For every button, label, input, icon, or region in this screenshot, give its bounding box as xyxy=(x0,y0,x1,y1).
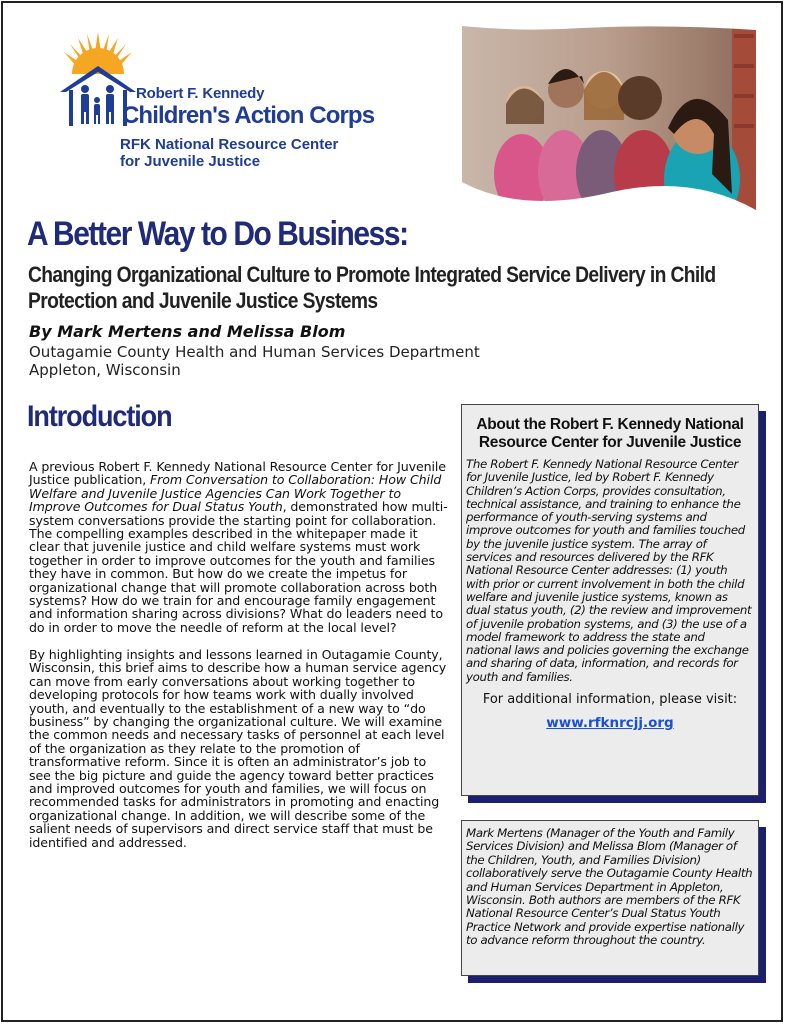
introduction-body xyxy=(29,460,449,863)
logo-line-3b: for Juvenile Justice xyxy=(120,153,261,170)
intro-p1-end: , demonstrated how multi-system conversations provide the starting point for collaboration. The compelling examples described in the whitepaper made it clear that juvenile justice and child welfare systems must work together in order to improve outcomes for the youth and families they have in common. But how do we create the impetus for organizational change that will promote collaboration across both systems? How do we train for and encourage family engagement and information sharing across divisions? What do leaders need to do in order to move the needle of reform at the local level? xyxy=(29,499,448,635)
about-box-body: The Robert F. Kennedy National Resource Center for Juvenile Justice, led by Robert F. Kennedy Children’s Action Corps, provides consultation, technical assistance, and training to enhance the performance of youth-serving systems and improve outcomes for youth and families touched by the juvenile justice system. The array of services and resources delivered by the RFK National Resource Center addresses: (1) youth with prior or current involvement in both the child welfare and juvenile justice systems, known as dual status youth, (2) the review and improvement of juvenile probation systems, and (3) the use of a model framework to address the state and national laws and policies governing the exchange and sharing of data, information, and records for youth and families. xyxy=(466,457,752,684)
authors-line: By Mark Mertens and Melissa Blom xyxy=(29,322,346,341)
intro-paragraph-2: By highlighting insights and lessons learned in Outagamie County, Wisconsin, this brief aims to describe how a human service agency can move from early conversations about working together to developing protocols for how teams work with dually involved youth, and eventually to the establishment of a new way to “do business” by changing the organizational culture. We will examine the common needs and necessary tasks of personnel at each level of the organization as they relate to the promotion of transformative reform. Since it is often an administrator’s job to see the big picture and guide the agency toward better practices and improved outcomes for youth and families, we will focus on recommended tasks for administrators in promoting and enacting organizational change. In addition, we will describe some of the salient needs of supervisors and direct service staff that must be identified and addressed. xyxy=(29,646,447,850)
about-box-title: About the Robert F. Kennedy National Resource Center for Juvenile Justice xyxy=(476,416,744,451)
logo-line-2: Children's Action Corps xyxy=(122,102,375,129)
page-title: A Better Way to Do Business: xyxy=(27,215,408,253)
rfk-logo xyxy=(58,30,398,180)
author-bio-text: Mark Mertens (Manager of the Youth and Family Services Division) and Melissa Blom (Manager of the Children, Youth, and Families Division) collaboratively serve the Outagamie County Health and Human Services Department in Appleton, Wisconsin. Both authors are members of the RFK National Resource Center’s Dual Status Youth Practice Network and provide expertise nationally to advance reform throughout the country. xyxy=(466,826,753,948)
intro-p1-start: A previous Robert F. Kennedy National Resource Center for Juvenile Justice publication, xyxy=(29,459,446,488)
website-link[interactable]: www.rfknrcjj.org xyxy=(546,715,674,732)
teens-photo xyxy=(462,24,756,212)
affiliation-department: Outagamie County Health and Human Services Department xyxy=(29,343,480,361)
page-subtitle: Changing Organizational Culture to Promote Integrated Service Delivery in Child Protection and Juvenile Justice Systems xyxy=(28,262,716,313)
intro-paragraph-1 xyxy=(29,460,449,634)
about-rfk-box xyxy=(461,404,759,796)
author-bio-box xyxy=(461,820,759,976)
logo-line-1: Robert F. Kennedy xyxy=(136,85,265,102)
cited-publication-title: From Conversation to Collaboration: How Child Welfare and Juvenile Justice Agencies Can Work Together to Improve Outcomes for Dual Status Youth xyxy=(29,472,442,515)
teens-photo-illustration xyxy=(462,24,756,212)
logo-line-3 xyxy=(120,136,338,170)
affiliation xyxy=(29,343,480,379)
logo-line-3a: RFK National Resource Center xyxy=(120,136,339,153)
introduction-heading: Introduction xyxy=(27,400,172,433)
affiliation-location: Appleton, Wisconsin xyxy=(29,361,181,379)
more-info-text: For additional information, please visit: xyxy=(482,692,738,708)
